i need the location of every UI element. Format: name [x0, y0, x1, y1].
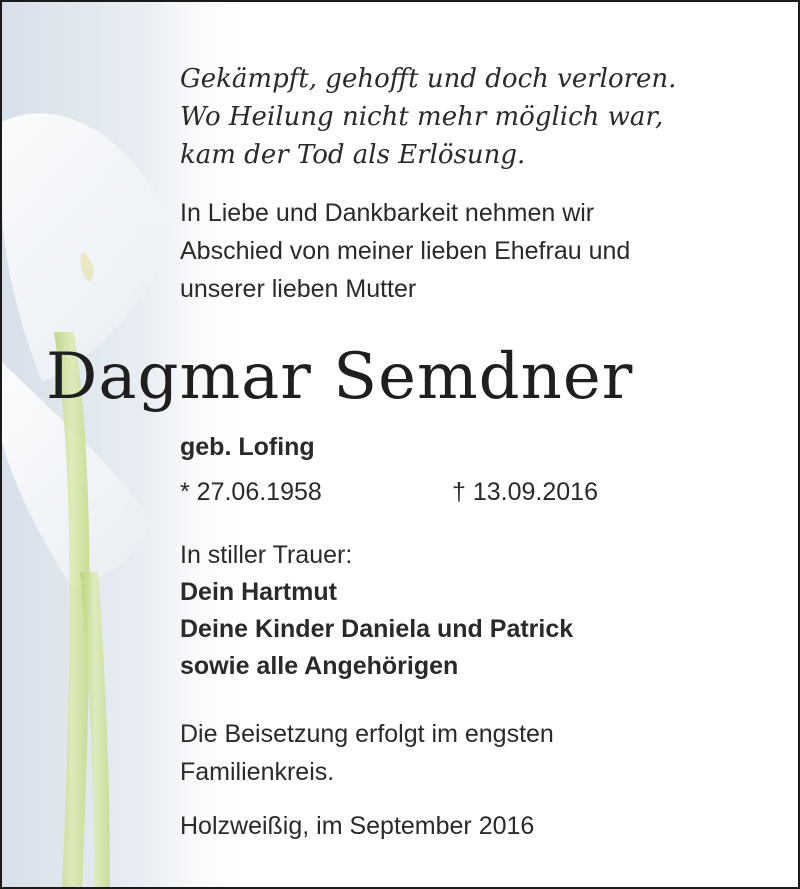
- poem-line: Wo Heilung nicht mehr möglich war,: [180, 102, 664, 132]
- farewell-intro: [180, 194, 780, 308]
- mourner-entry: Deine Kinder Daniela und Patrick: [180, 615, 574, 643]
- maiden-name: geb. Lofing: [180, 433, 315, 461]
- mourner-entry: Dein Hartmut: [180, 578, 337, 606]
- intro-line: unserer lieben Mutter: [180, 275, 417, 303]
- poem-line: kam der Tod als Erlösung.: [180, 140, 526, 170]
- mourning-label: In stiller Trauer:: [180, 541, 353, 569]
- place-and-date: Holzweißig, im September 2016: [180, 812, 535, 840]
- mourner-entry: sowie alle Angehörigen: [180, 652, 459, 680]
- poem-verse: [180, 60, 780, 174]
- poem-line: Gekämpft, gehofft und doch verloren.: [180, 64, 677, 94]
- intro-line: Abschied von meiner lieben Ehefrau und: [180, 237, 631, 265]
- intro-line: In Liebe und Dankbarkeit nehmen wir: [180, 199, 595, 227]
- funeral-line: Die Beisetzung erfolgt im engsten: [180, 720, 554, 748]
- funeral-notice: [180, 715, 780, 791]
- birth-date: * 27.06.1958: [180, 478, 322, 506]
- mourners-list: [180, 574, 780, 685]
- death-date: † 13.09.2016: [452, 478, 598, 506]
- deceased-name: Dagmar Semdner: [46, 340, 634, 414]
- funeral-line: Familienkreis.: [180, 758, 335, 786]
